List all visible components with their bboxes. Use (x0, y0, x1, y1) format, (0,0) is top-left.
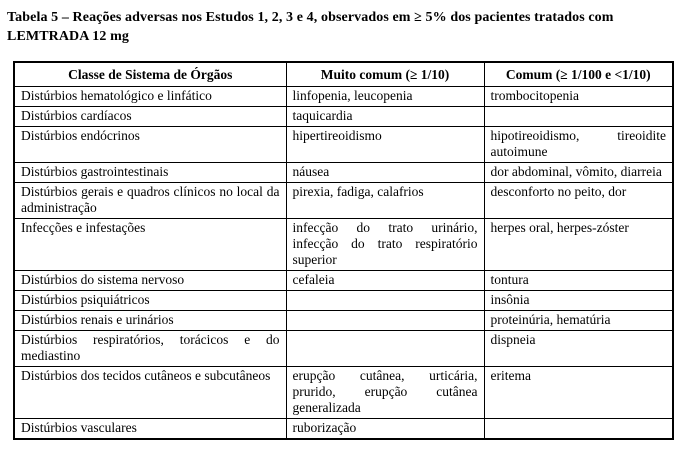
table-header-row (14, 62, 673, 87)
table-row (14, 87, 673, 107)
cell-very-common: linfopenia, leucopenia (286, 87, 484, 107)
cell-organ-class: Distúrbios respiratórios, torácicos e do mediastino (14, 331, 286, 367)
cell-very-common (286, 331, 484, 367)
table-row (14, 419, 673, 440)
table-row (14, 127, 673, 163)
table-row (14, 271, 673, 291)
cell-very-common: infecção do trato urinário, infecção do trato respiratório superior (286, 219, 484, 271)
column-header-very-common: Muito comum (≥ 1/10) (286, 62, 484, 87)
adverse-reactions-table (13, 61, 674, 440)
cell-organ-class: Distúrbios psiquiátricos (14, 291, 286, 311)
cell-organ-class: Distúrbios cardíacos (14, 107, 286, 127)
cell-very-common: ruborização (286, 419, 484, 440)
column-header-common: Comum (≥ 1/100 e <1/10) (484, 62, 673, 87)
cell-very-common: taquicardia (286, 107, 484, 127)
cell-common: insônia (484, 291, 673, 311)
cell-common: trombocitopenia (484, 87, 673, 107)
table-row (14, 107, 673, 127)
cell-common (484, 107, 673, 127)
cell-very-common: erupção cutânea, urticária, prurido, erupção cutânea generalizada (286, 367, 484, 419)
cell-organ-class: Distúrbios endócrinos (14, 127, 286, 163)
table-caption: Tabela 5 – Reações adversas nos Estudos 1, 2, 3 e 4, observados em ≥ 5% dos pacientes tratados com LEMTRADA 12 mg (7, 10, 614, 44)
table-row (14, 311, 673, 331)
cell-common: dispneia (484, 331, 673, 367)
table-row (14, 163, 673, 183)
cell-common: proteinúria, hematúria (484, 311, 673, 331)
cell-common: hipotireoidismo, tireoidite autoimune (484, 127, 673, 163)
cell-common: eritema (484, 367, 673, 419)
cell-organ-class: Infecções e infestações (14, 219, 286, 271)
cell-common: herpes oral, herpes-zóster (484, 219, 673, 271)
cell-very-common: pirexia, fadiga, calafrios (286, 183, 484, 219)
cell-organ-class: Distúrbios hematológico e linfático (14, 87, 286, 107)
cell-common: dor abdominal, vômito, diarreia (484, 163, 673, 183)
table-row (14, 331, 673, 367)
cell-common (484, 419, 673, 440)
table-row (14, 183, 673, 219)
cell-common: desconforto no peito, dor (484, 183, 673, 219)
cell-organ-class: Distúrbios renais e urinários (14, 311, 286, 331)
table-row (14, 219, 673, 271)
table-row (14, 367, 673, 419)
column-header-organ-class: Classe de Sistema de Órgãos (14, 62, 286, 87)
cell-organ-class: Distúrbios gastrointestinais (14, 163, 286, 183)
cell-very-common (286, 311, 484, 331)
cell-very-common: hipertireoidismo (286, 127, 484, 163)
cell-organ-class: Distúrbios dos tecidos cutâneos e subcutâneos (14, 367, 286, 419)
cell-very-common: cefaleia (286, 271, 484, 291)
cell-very-common (286, 291, 484, 311)
cell-organ-class: Distúrbios do sistema nervoso (14, 271, 286, 291)
table-row (14, 291, 673, 311)
cell-organ-class: Distúrbios gerais e quadros clínicos no local da administração (14, 183, 286, 219)
cell-organ-class: Distúrbios vasculares (14, 419, 286, 440)
cell-very-common: náusea (286, 163, 484, 183)
cell-common: tontura (484, 271, 673, 291)
